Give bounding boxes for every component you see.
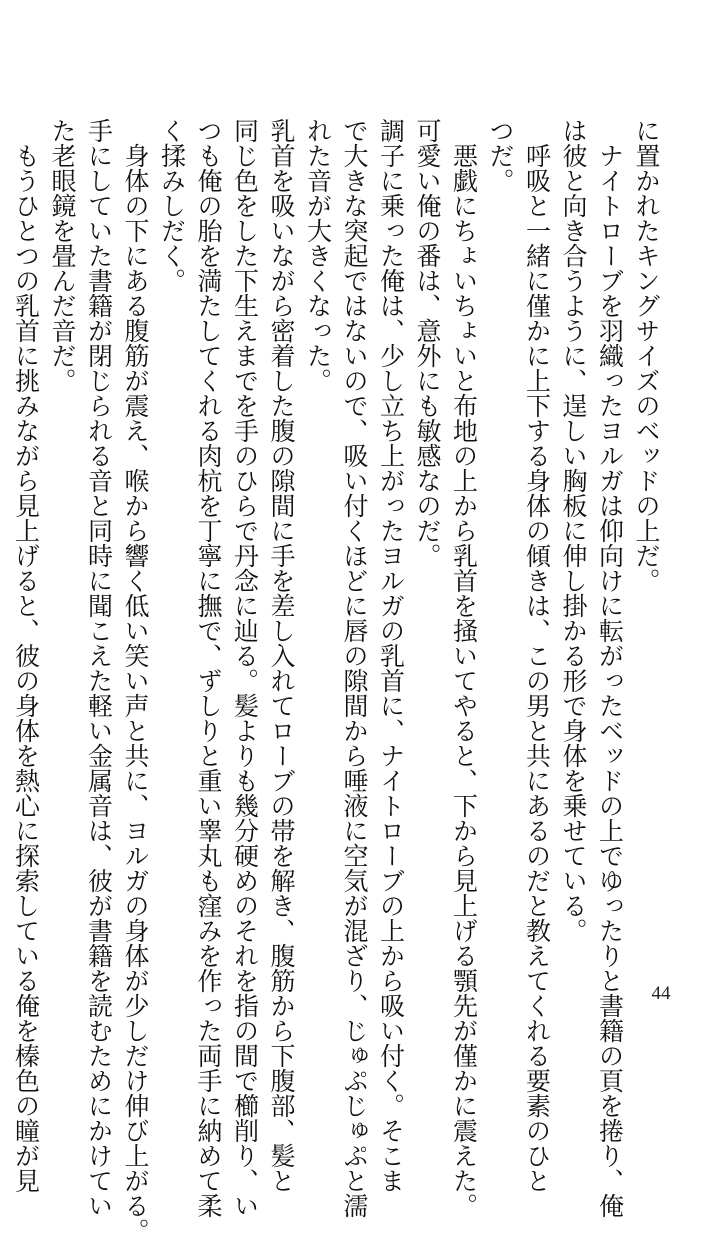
- text-line: 身体の下にある腹筋が震え、喉から響く低い笑い声と共に、ヨルガの身体が少しだけ伸び上がる。: [121, 143, 150, 1243]
- text-line: は彼と向き合うように、逞しい胸板に伸し掛かる形で身体を乗せている。: [559, 118, 588, 943]
- text-line: た老眼鏡を畳んだ音だ。: [48, 118, 77, 393]
- text-line: もうひとつの乳首に挑みながら見上げると、彼の身体を熱心に探索している俺を榛色の瞳が見: [11, 143, 41, 1193]
- text-line: で大きな突起ではないので、吸い付くほどに唇の隙間から唾液に空気が混ざり、じゅぷじゅぷと濡: [340, 118, 369, 1218]
- page-number: 44: [651, 983, 671, 1004]
- text-line: 乳首を吸いながら密着した腹の隙間に手を差し入れてローブの帯を解き、腹筋から下腹部、髪と: [267, 118, 296, 1193]
- text-line: 可愛い俺の番は、意外にも敏感なのだ。: [413, 118, 442, 568]
- text-line: 調子に乗った俺は、少し立ち上がったヨルガの乳首に、ナイトローブの上から吸い付く。そこま: [376, 118, 406, 1193]
- text-line: に置かれたキングサイズのベッドの上だ。: [632, 118, 661, 593]
- text-line: 手にしていた書籍が閉じられる音と同時に聞こえた軽い金属音は、彼が書籍を読むためにかけてい: [84, 118, 114, 1218]
- text-line: 悪戯にちょいちょいと布地の上から乳首を掻いてやると、下から見上げる顎先が僅かに震えた。: [449, 143, 479, 1218]
- text-line: く揉みしだく。: [157, 118, 187, 293]
- text-line: 呼吸と一緒に僅かに上下する身体の傾きは、この男と共にあるのだと教えてくれる要素のひと: [522, 143, 552, 1193]
- text-line: ナイトローブを羽織ったヨルガは仰向けに転がったベッドの上でゆったりと書籍の頁を捲り、俺: [595, 143, 625, 1218]
- text-line: れた音が大きくなった。: [303, 118, 333, 393]
- text-line: つも俺の胎を満たしてくれる肉杭を丁寧に撫で、ずしりと重い睾丸も窪みを作った両手に納めて柔: [194, 118, 223, 1218]
- text-line: 同じ色をした下生えまでを手のひらで丹念に辿る。髪よりも幾分硬めのそれを指の間で櫛削り、い: [230, 118, 260, 1218]
- text-line: つだ。: [486, 118, 515, 193]
